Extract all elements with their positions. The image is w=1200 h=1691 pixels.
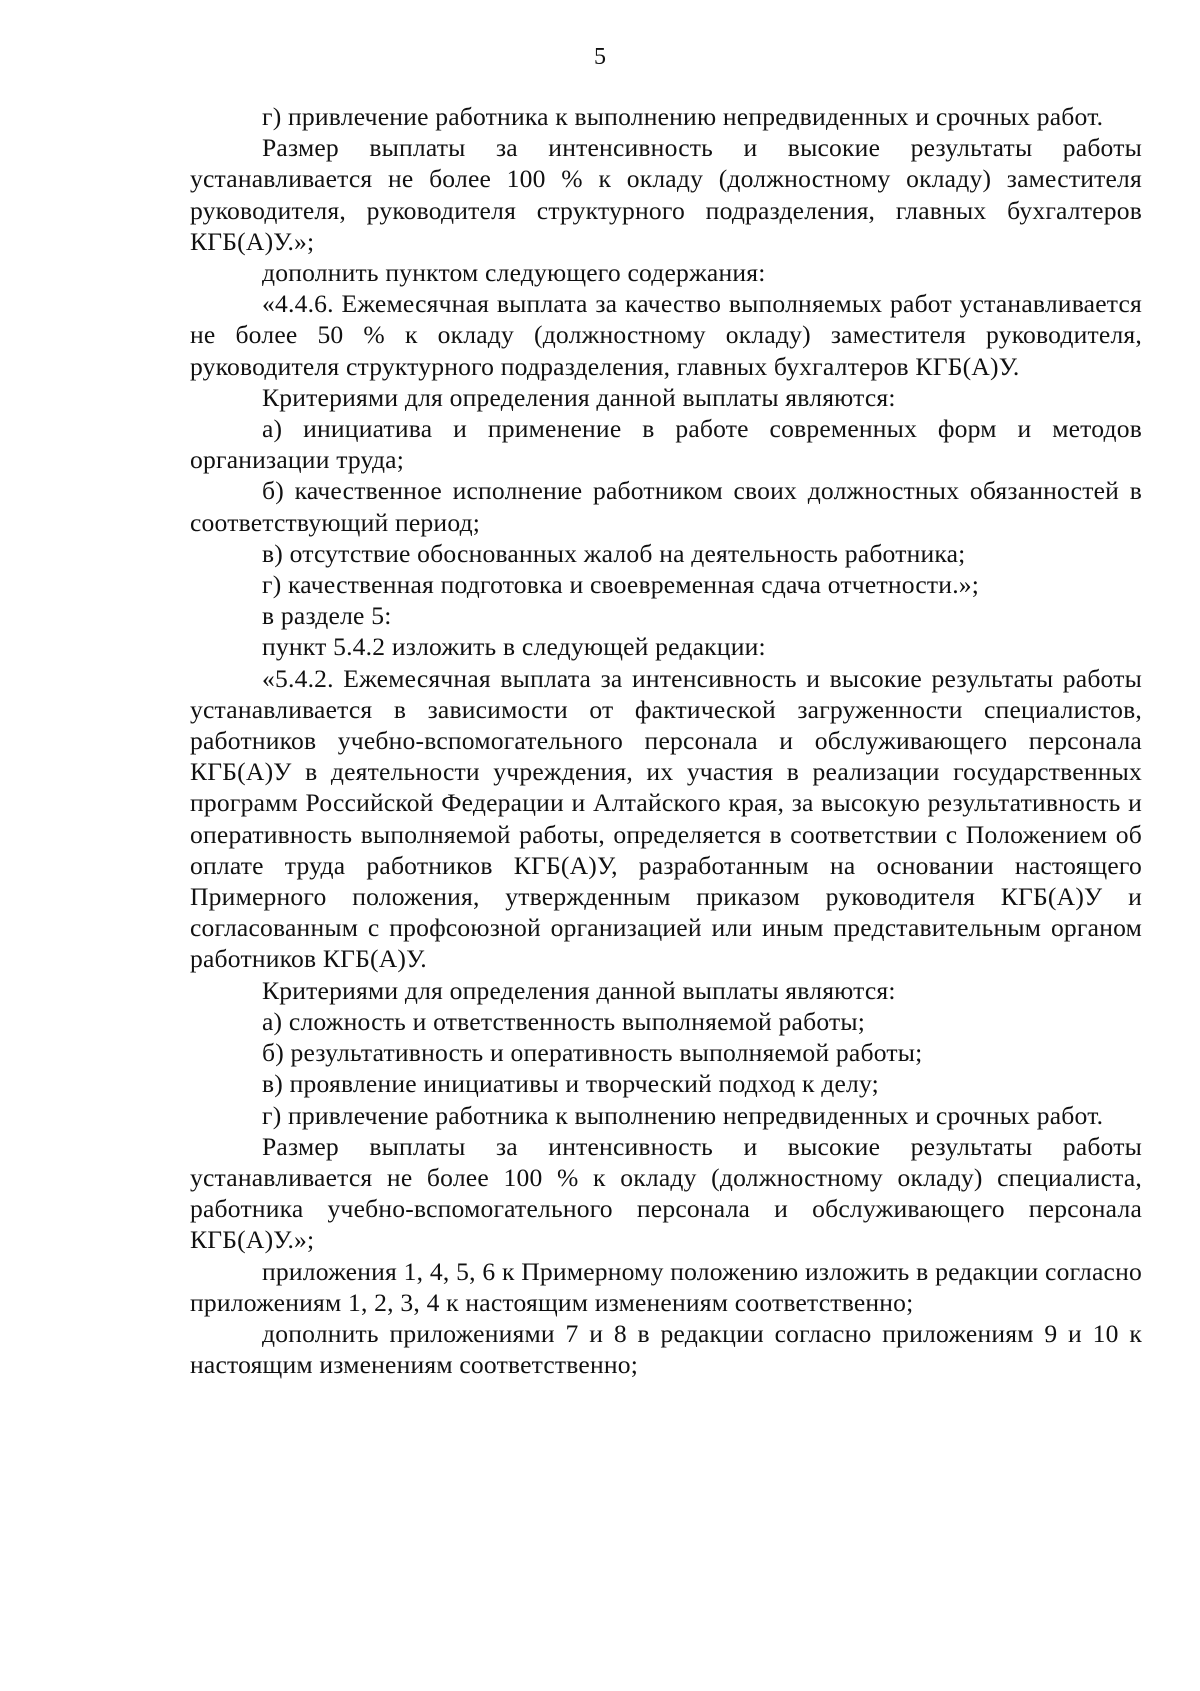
paragraph-appendices-7-8: дополнить приложениями 7 и 8 в редакции согласно приложениям 9 и 10 к настоящим изменениям соответственно; bbox=[190, 1318, 1142, 1380]
paragraph-g-attraction: г) привлечение работника к выполнению непредвиденных и срочных работ. bbox=[262, 102, 1104, 131]
paragraph-payment-size-specialist: Размер выплаты за интенсивность и высокие результаты работы устанавливается не более 100 % к окладу (должностному окладу) специалиста, работника учебно-вспомогательного персонала и обслуживающего персонала КГБ(А)У.»; bbox=[190, 1131, 1142, 1255]
paragraph-criteria2-b: б) результативность и оперативность выполняемой работы; bbox=[262, 1038, 923, 1068]
paragraph-5-4-2: «5.4.2. Ежемесячная выплата за интенсивность и высокие результаты работы устанавливается в зависимости от фактической загруженности специалистов, работников учебно-вспомогательного персонала и обслуживающего персонала КГБ(А)У в деятельности учреждения, их участия в реализации государственных программ Российской Федерации и Алтайского края, за высокую результативность и оперативность выполняемой работы, определяется в соответствии с Положением об оплате труда работников КГБ(А)У, разработанным на основании настоящего Примерного положения, утвержденным приказом руководителя КГБ(А)У и согласованным с профсоюзной организацией или иным представительным органом работников КГБ(А)У. bbox=[190, 663, 1142, 974]
paragraph-criteria2-v: в) проявление инициативы и творческий подход к делу; bbox=[262, 1069, 879, 1099]
paragraph-item-5-4-2-intro: пункт 5.4.2 изложить в следующей редакции: bbox=[262, 632, 766, 662]
paragraph-criteria-v: в) отсутствие обоснованных жалоб на деятельность работника; bbox=[262, 538, 966, 568]
paragraph-criteria2-g: г) привлечение работника к выполнению непредвиденных и срочных работ. bbox=[262, 1100, 1104, 1130]
document-body bbox=[190, 101, 1142, 1380]
paragraph-4-4-6: «4.4.6. Ежемесячная выплата за качество выполняемых работ устанавливается не более 50 % к окладу (должностному окладу) заместителя руководителя, руководителя структурного подразделения, главных бухгалтеров КГБ(А)У. bbox=[190, 289, 1142, 381]
paragraph-criteria2-a: а) сложность и ответственность выполняемой работы; bbox=[262, 1006, 866, 1036]
paragraph-criteria-b: б) качественное исполнение работником своих должностных обязанностей в соответствующий период; bbox=[190, 476, 1142, 537]
paragraph-payment-size-deputy: Размер выплаты за интенсивность и высокие результаты работы устанавливается не более 100 % к окладу (должностному окладу) заместителя руководителя, руководителя структурного подразделения, главных бухгалтеров КГБ(А)У.»; bbox=[190, 133, 1142, 256]
page-number: 5 bbox=[594, 44, 606, 70]
paragraph-section-5: в разделе 5: bbox=[262, 601, 392, 631]
paragraph-criteria-heading-2: Критериями для определения данной выплаты являются: bbox=[262, 975, 896, 1005]
paragraph-add-item: дополнить пунктом следующего содержания: bbox=[262, 258, 766, 288]
paragraph-criteria-heading: Критериями для определения данной выплаты являются: bbox=[262, 382, 896, 412]
paragraph-criteria-g: г) качественная подготовка и своевременная сдача отчетности.»; bbox=[262, 570, 980, 600]
paragraph-criteria-a: а) инициатива и применение в работе современных форм и методов организации труда; bbox=[190, 414, 1142, 475]
paragraph-appendices-1-4-5-6: приложения 1, 4, 5, 6 к Примерному положению изложить в редакции согласно приложениям 1, 2, 3, 4 к настоящим изменениям соответственно; bbox=[190, 1256, 1142, 1317]
